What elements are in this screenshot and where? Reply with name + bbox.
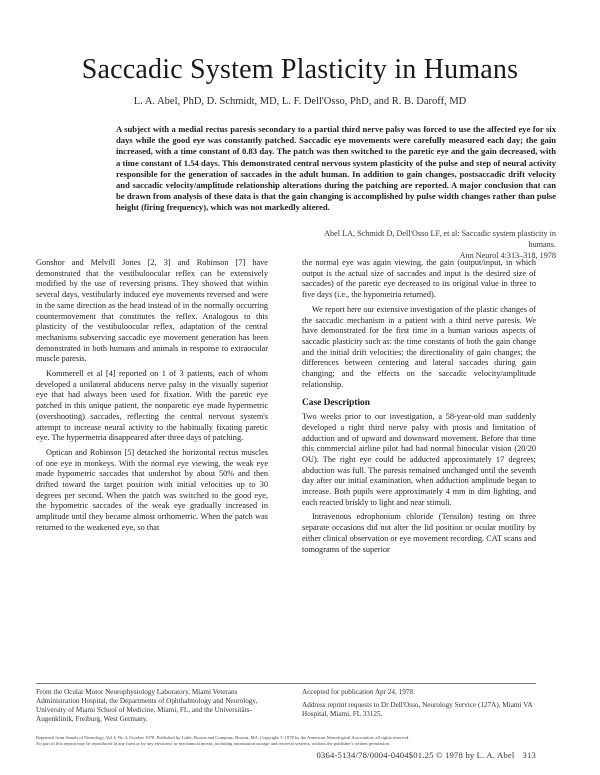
article-title: Saccadic System Plasticity in Humans <box>81 54 519 85</box>
body-paragraph: Kommerell et al [4] reported on 1 of 3 patients, each of whom developed a unilateral abducens nerve palsy in the visually superior eye that had always been used for fixation. With the paretic eye patched in this unique patient, the nonparetic eye made hypermetric (overshooting) saccades, reflecting the central nervous system's attempt to increase neural activity to the habitually fixating paretic eye. The hypermetria disappeared after three days of patching. <box>36 369 268 443</box>
issn-code: 0364-5134/78/0004-0404$01.25 © 1978 by L. A. Abel <box>316 750 515 760</box>
author-list: L. A. Abel, PhD, D. Schmidt, MD, L. F. Dell'Osso, PhD, and R. B. Daroff, MD <box>133 96 467 107</box>
abstract: A subject with a medial rectus paresis secondary to a partial third nerve palsy was forced to use the affected eye for six days while the good eye was constantly patched. Saccadic eye movements were carefully measured each day; the gain increased, with a time constant of 0.83 day. The patch was then switched to the paretic eye and the gain decreased, with a time constant of 1.54 days. This demonstrated central nervous system plasticity of the pulse and step of neural activity responsible for the generation of saccades in the adult human. In addition to gain changes, postsaccadic drift velocity and saccadic velocity/amplitude relationship alterations during the patching are reported. A major conclusion that can be drawn from analysis of these data is that the gain changing is accomplished by pulse width changes rather than pulse height (firing frequency), which was not markedly altered. <box>116 124 556 213</box>
affiliation-text: From the Ocular Motor Neurophysiology Laboratory, Miami Veterans Administration Hospital, the Departments of Ophthalmology and Neurology, University of Miami School of Medicine, Miami, FL, and the Universitäts-Augenklinik, Freiburg, West Germany. <box>36 688 258 724</box>
left-column <box>36 258 268 538</box>
page-number: 313 <box>522 750 536 760</box>
body-paragraph: the normal eye was again viewing, the gain (output/input, in which output is the actual size of saccades and input is the desired size of saccades) of the paretic eye decreased to its original value in three to five days (i.e., the hypometria returned). <box>302 258 536 300</box>
citation-line: Abel LA, Schmidt D, Dell'Osso LF, et al: Saccadic system plasticity in humans. <box>324 229 556 249</box>
page-footer <box>36 750 536 760</box>
reprint-address: Address reprint requests to Dr Dell'Osso, Neurology Service (127A), Miami VA Hospital, Miami, FL 33125. <box>302 701 533 719</box>
accepted-date: Accepted for publication Apr 24, 1978. <box>302 688 415 696</box>
affiliation-footnote <box>36 688 268 728</box>
body-paragraph: Gonshor and Melvill Jones [2, 3] and Robinson [7] have demonstrated that the vestibuloocular reflex can be extensively modified by the use of reversing prisms. They showed that within several days, vestibularly induced eye movements reversed and were in the same direction as the head instead of in the normally occurring countermovement that constitutes the reflex. Analogous to this plasticity of the vestibuloocular reflex, adaptation of the central mechanisms subserving saccadic eye movement generation has been demonstrated in both humans and animals in response to extraocular muscle paresis. <box>36 258 268 364</box>
citation-line: Ann Neurol 4:313–318, 1978 <box>459 251 556 260</box>
body-paragraph: We report here our extensive investigation of the plastic changes of the saccadic mechanism in a patient with a third nerve paresis. We have demonstrated for the first time in a human various aspects of saccadic plasticity such as: the time constants of both the gain change and the initial drift velocities; the directionality of gain changes; the differences between centering and lateral saccades during gain changing; and the effects on the saccadic velocity/amplitude relationship. <box>302 304 536 389</box>
copyright-line: Reprinted from Annals of Neurology, Vol 4, No 4, October 1978. Published by Little, Brown and Company, Boston, MA. Copyright © 1978 by the American Neurological Association; all rights reserved. <box>36 735 410 740</box>
right-column <box>302 258 536 559</box>
body-paragraph: Two weeks prior to our investigation, a 58-year-old man suddenly developed a right third nerve palsy with ptosis and limitation of adduction and of upward and downward movement. Before that time this commercial airline pilot had had normal binocular vision (20/20 OU). The right eye could be adducted approximately 17 degrees; abduction was full. The paresis remained unchanged until the seventh day after our initial examination, when adduction amplitude began to increase. Both pupils were approximately 4 mm in dim lighting, and each reacted briskly to light and near stimuli. <box>302 412 536 507</box>
body-paragraph: Optican and Robinson [5] detached the horizontal rectus muscles of one eye in monkeys. With the normal eye viewing, the weak eye made hypometric saccades that undershot by about 50% and then drifted toward the target position with initial velocities up to 30 degrees per second. When the patch was switched to the good eye, the hypometric saccades of the weak eye gradually increased in amplitude until they became almost orthometric. When the patch was returned to the weakened eye, so that <box>36 447 268 532</box>
footnote-divider <box>36 683 536 684</box>
publication-footnote <box>302 688 536 723</box>
copyright-line: No part of this reprint may be reproduced in any form or by any electronic or mechanical means, including information storage and retrieval systems, without the publisher's written permission. <box>36 741 391 747</box>
section-heading: Case Description <box>302 398 370 409</box>
copyright-notice <box>36 735 536 747</box>
citation <box>300 228 556 261</box>
body-paragraph: Intravenous edrophonium chloride (Tensilon) testing on three separate occasions did not alter the lid position or ocular motility by either clinical observation or eye movement recording. CAT scans and tomograms of the superior <box>302 512 536 554</box>
